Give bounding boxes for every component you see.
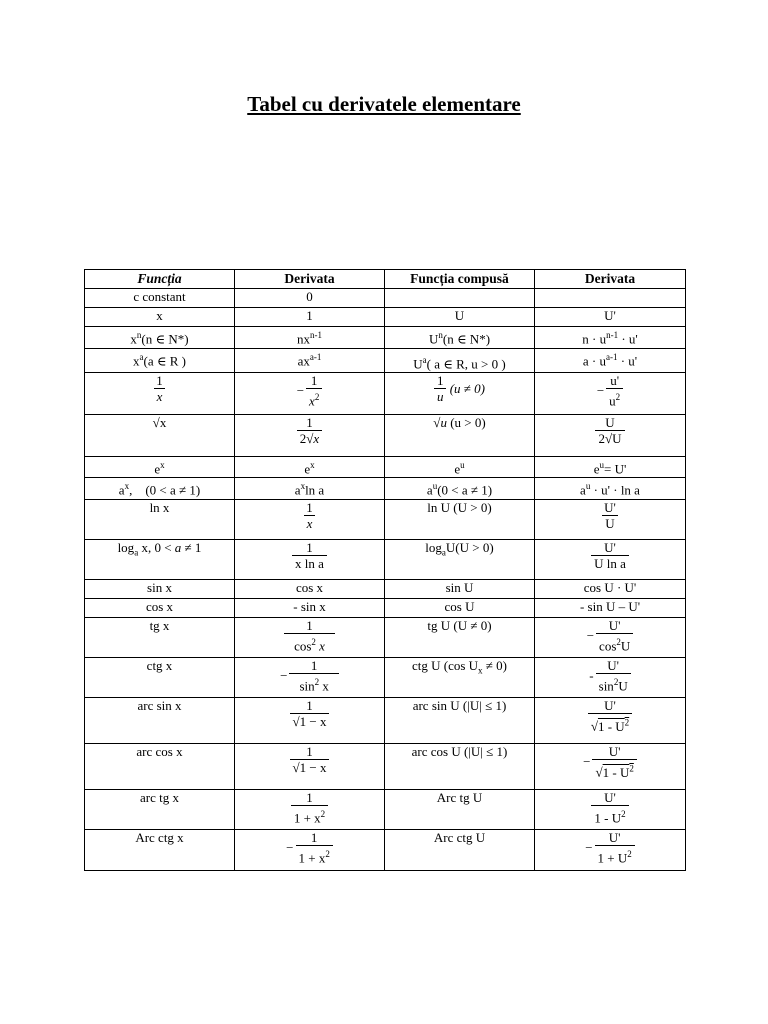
cell-composite: √u (u > 0) bbox=[385, 415, 535, 457]
cell-composite: arc cos U (|U| ≤ 1) bbox=[385, 744, 535, 790]
cell-composite-derivative: $\frac{U'}{1 - U^2}$ bbox=[535, 790, 686, 830]
cell-composite: ctg U (cos $U_x \ne 0$) bbox=[385, 658, 535, 698]
cell-function: $x^n(n$ ∈ N*) bbox=[85, 327, 235, 349]
cell-composite-derivative: − $\frac{u'}{u^2}$ bbox=[535, 373, 686, 415]
cell-composite: Arc tg U bbox=[385, 790, 535, 830]
cell-derivative: − $\frac{1}{\sin^2 x}$ bbox=[235, 658, 385, 698]
cell-function: √x bbox=[85, 415, 235, 457]
cell-derivative: $nx^{n-1}$ bbox=[235, 327, 385, 349]
cell-composite: sin U bbox=[385, 580, 535, 599]
table-row bbox=[85, 478, 686, 500]
table-header-row bbox=[85, 270, 686, 289]
cell-composite-derivative: U' bbox=[535, 308, 686, 327]
cell-composite: $\frac{1}{u}$ (u ≠ 0) bbox=[385, 373, 535, 415]
cell-derivative: $ax^{a-1}$ bbox=[235, 349, 385, 373]
cell-function: x bbox=[85, 308, 235, 327]
cell-derivative: − $\frac{1}{1 + x^2}$ bbox=[235, 830, 385, 871]
cell-composite-derivative: − $\frac{U'}{\cos^2U}$ bbox=[535, 618, 686, 658]
cell-composite-derivative bbox=[535, 289, 686, 308]
cell-composite: $U^n(n$ ∈ N*) bbox=[385, 327, 535, 349]
table-row bbox=[85, 658, 686, 698]
cell-composite: $U^a$( a ∈ R, u > 0 ) bbox=[385, 349, 535, 373]
cell-composite: Arc ctg U bbox=[385, 830, 535, 871]
cell-function: $x^a(a$ ∈ R ) bbox=[85, 349, 235, 373]
cell-composite-derivative: - $\frac{U'}{\sin^2U}$ bbox=[535, 658, 686, 698]
cell-function: Arc ctg x bbox=[85, 830, 235, 871]
cell-composite bbox=[385, 289, 535, 308]
cell-composite-derivative: − $\frac{U'}{√1 - U^2}$ bbox=[535, 744, 686, 790]
cell-function: $\frac{1}{x}$ bbox=[85, 373, 235, 415]
derivatives-table bbox=[84, 269, 686, 871]
table-row bbox=[85, 698, 686, 744]
header-derivative: Derivata bbox=[235, 270, 385, 289]
cell-composite: U bbox=[385, 308, 535, 327]
cell-composite-derivative: $e^u= U'$ bbox=[535, 457, 686, 478]
cell-derivative: cos x bbox=[235, 580, 385, 599]
cell-composite-derivative: $a^u \cdot u' \cdot \ln a$ bbox=[535, 478, 686, 500]
cell-composite: $\log_aU(U > 0)$ bbox=[385, 540, 535, 580]
cell-composite-derivative: $\frac{U}{2√U}$ bbox=[535, 415, 686, 457]
cell-derivative: $\frac{1}{√1 - x}$ bbox=[235, 698, 385, 744]
cell-composite: $a^u(0 < a \ne 1)$ bbox=[385, 478, 535, 500]
table-row bbox=[85, 618, 686, 658]
table-row bbox=[85, 744, 686, 790]
cell-function: $\log_a x$, 0 < a ≠ 1 bbox=[85, 540, 235, 580]
cell-derivative: $\frac{1}{x}$ bbox=[235, 500, 385, 540]
table-row bbox=[85, 308, 686, 327]
cell-derivative: 0 bbox=[235, 289, 385, 308]
table-row bbox=[85, 580, 686, 599]
table-row bbox=[85, 830, 686, 871]
cell-composite: $e^u$ bbox=[385, 457, 535, 478]
cell-composite-derivative: $\frac{U'}{U}$ bbox=[535, 500, 686, 540]
cell-derivative: $\frac{1}{2√x}$ bbox=[235, 415, 385, 457]
header-composite-derivative: Derivata bbox=[535, 270, 686, 289]
table-row bbox=[85, 373, 686, 415]
cell-function: $e^x$ bbox=[85, 457, 235, 478]
cell-composite: tg U (U ≠ 0) bbox=[385, 618, 535, 658]
cell-derivative: $\frac{1}{√1 - x}$ bbox=[235, 744, 385, 790]
cell-derivative: $a^x\ln$ a bbox=[235, 478, 385, 500]
cell-composite-derivative: $n \cdot u^{n-1} \cdot u'$ bbox=[535, 327, 686, 349]
cell-derivative: $e^x$ bbox=[235, 457, 385, 478]
table-row bbox=[85, 500, 686, 540]
cell-function: arc cos x bbox=[85, 744, 235, 790]
cell-function: ctg x bbox=[85, 658, 235, 698]
cell-function: tg x bbox=[85, 618, 235, 658]
cell-composite-derivative: - sin U – U' bbox=[535, 599, 686, 618]
cell-derivative: 1 bbox=[235, 308, 385, 327]
table-row bbox=[85, 349, 686, 373]
cell-composite-derivative: $a \cdot u^{a-1} \cdot u'$ bbox=[535, 349, 686, 373]
cell-composite-derivative: − $\frac{U'}{1 + U^2}$ bbox=[535, 830, 686, 871]
cell-derivative: $\frac{1}{\text{x ln a}}$ bbox=[235, 540, 385, 580]
table-row bbox=[85, 540, 686, 580]
header-composite-function: Funcția compusă bbox=[385, 270, 535, 289]
cell-derivative: - sin x bbox=[235, 599, 385, 618]
cell-function: arc tg x bbox=[85, 790, 235, 830]
cell-derivative: − $\frac{1}{x^2}$ bbox=[235, 373, 385, 415]
cell-composite: arc sin U (|U| ≤ 1) bbox=[385, 698, 535, 744]
cell-function: cos x bbox=[85, 599, 235, 618]
cell-composite-derivative: cos U · U' bbox=[535, 580, 686, 599]
cell-function: arc sin x bbox=[85, 698, 235, 744]
page-title: Tabel cu derivatele elementare bbox=[247, 92, 521, 116]
table-row bbox=[85, 599, 686, 618]
table-row bbox=[85, 415, 686, 457]
table-row bbox=[85, 327, 686, 349]
cell-function: c constant bbox=[85, 289, 235, 308]
table-row bbox=[85, 790, 686, 830]
cell-composite-derivative: $\frac{U'}{√1 - U^2}$ bbox=[535, 698, 686, 744]
cell-composite: cos U bbox=[385, 599, 535, 618]
cell-composite-derivative: $\frac{U'}{\text{U ln a}}$ bbox=[535, 540, 686, 580]
cell-derivative: $\frac{1}{1 + x^2}$ bbox=[235, 790, 385, 830]
header-function: Funcția bbox=[85, 270, 235, 289]
table-row bbox=[85, 457, 686, 478]
cell-function: $a^x$, (0 < a ≠ 1) bbox=[85, 478, 235, 500]
cell-function: ln x bbox=[85, 500, 235, 540]
cell-function: sin x bbox=[85, 580, 235, 599]
cell-composite: ln U (U > 0) bbox=[385, 500, 535, 540]
table-row bbox=[85, 289, 686, 308]
cell-derivative: $\frac{1}{\cos^2 x}$ bbox=[235, 618, 385, 658]
